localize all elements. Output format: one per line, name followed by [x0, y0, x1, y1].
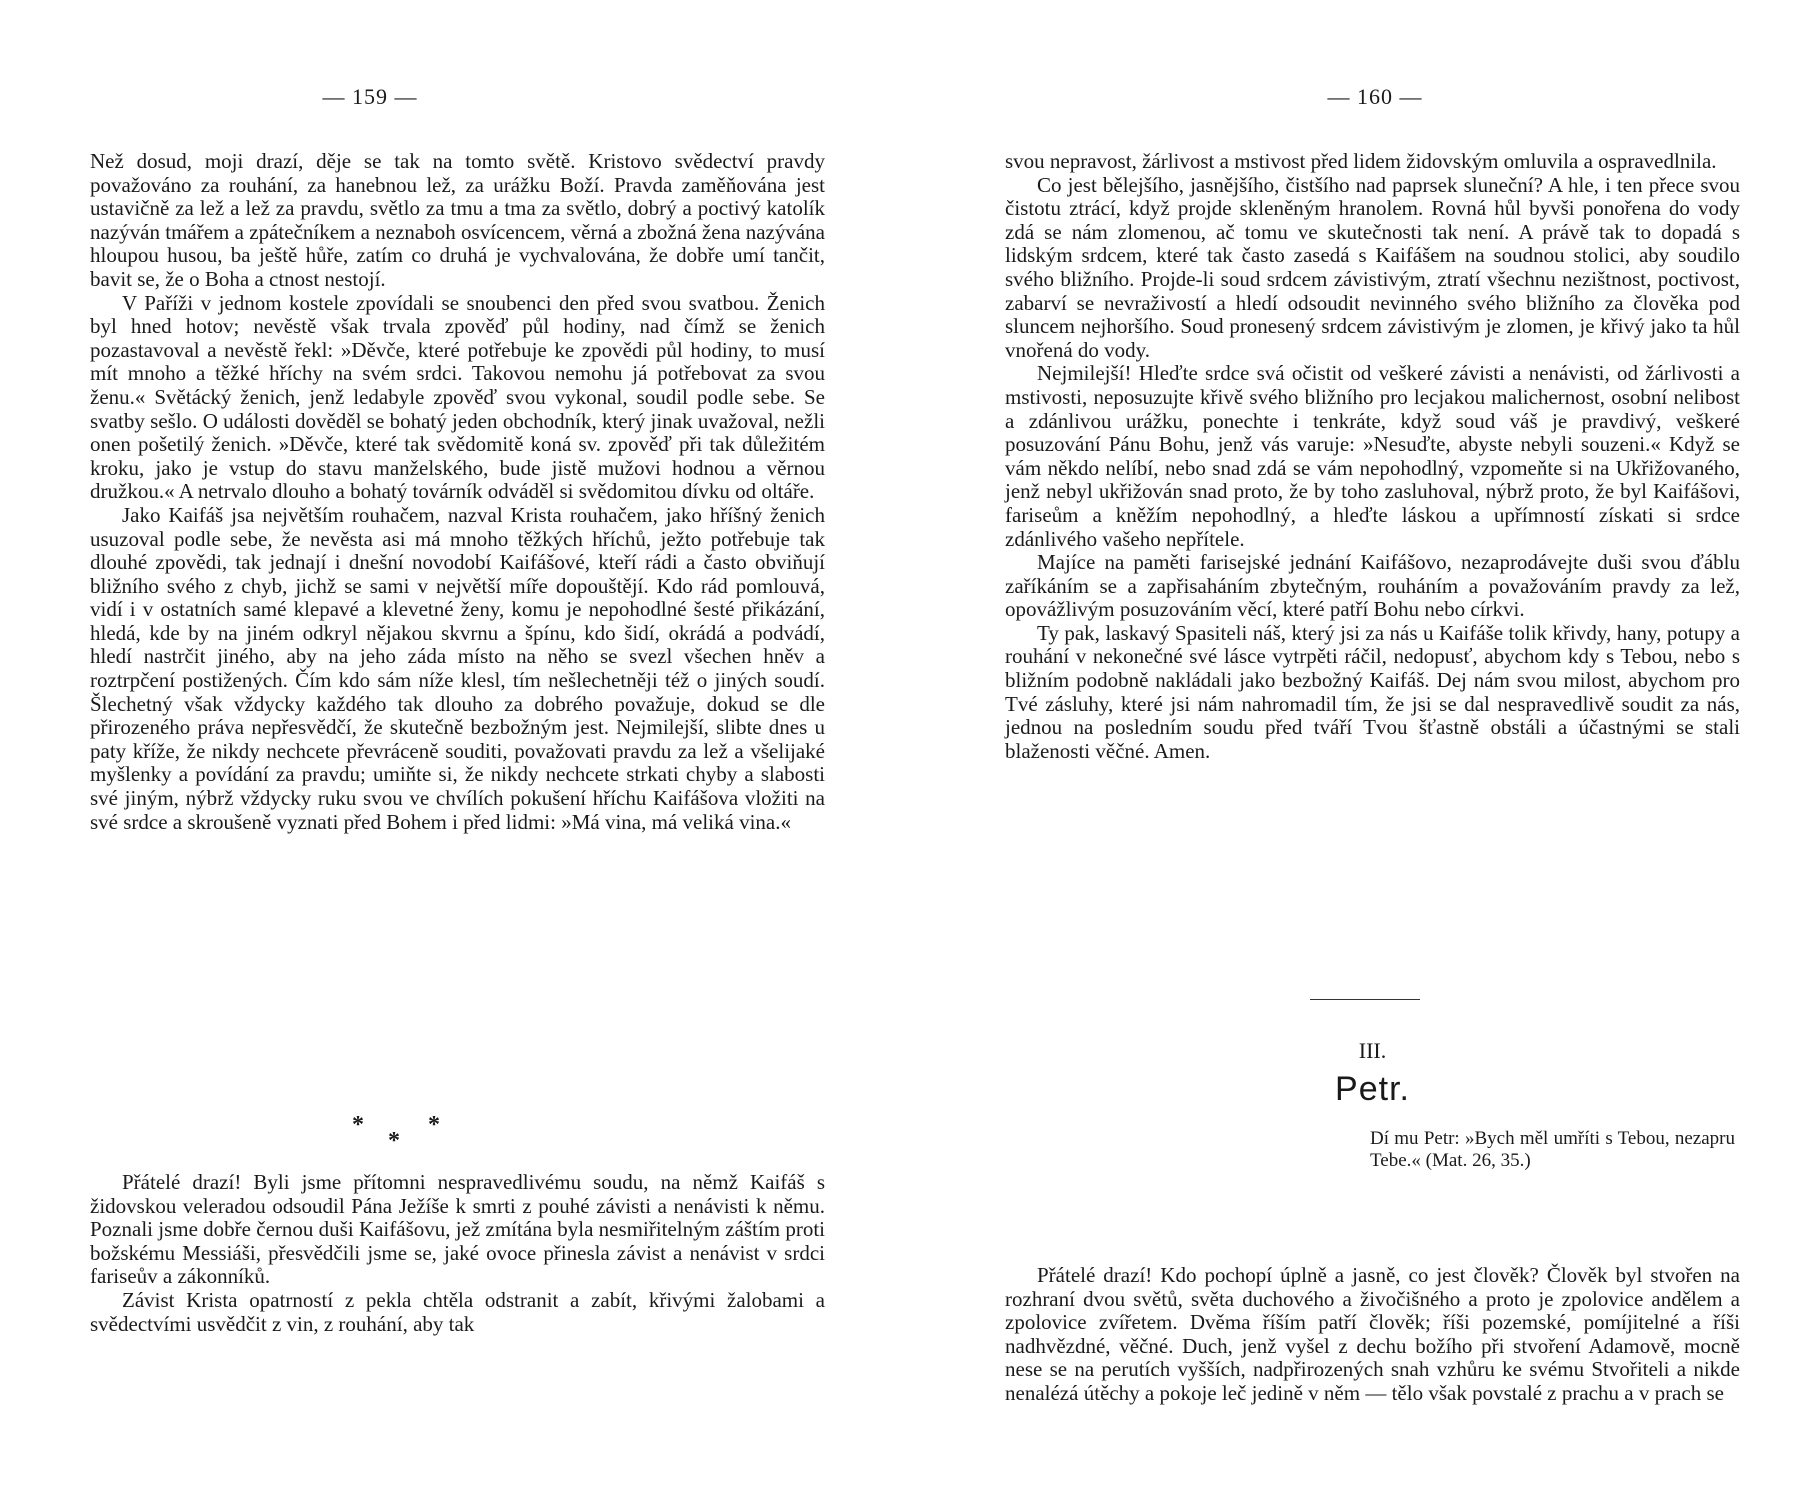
section-title: Petr. [1335, 1070, 1410, 1108]
page-text-bottom [1005, 1264, 1740, 1406]
paragraph: Majíce na paměti farisejské jednání Kaifášovo, nezaprodávejte duši svou ďáblu zaříkáním se a zapřisaháním zbytečným, rouháním a považováním pravdy za lež, opovážlivým posuzováním věcí, které patří Bohu nebo církvi. [1005, 550, 1740, 622]
page-text-bottom [90, 1171, 825, 1336]
asterisk: * [352, 1112, 364, 1138]
page-text-top [90, 150, 825, 834]
asterisk: * [428, 1112, 440, 1138]
paragraph: Ty pak, laskavý Spasiteli náš, který jsi za nás u Kaifáše tolik křivdy, hany, potupy a rouhání v nekonečné své lásce vytrpěti ráčil, nedopusť, abychom kdy s Tebou, nebo s bližním podobně nakládali jako bezbožný Kaifáš. Dej nám svou milost, abychom pro Tvé zásluhy, které jsi nám nahromadil tím, že jsi se dal nespravedlivě soudit za nás, jednou na posledním soudu před tváří Tvou šťastně obstáli a účastnými se stali blaženosti věčné. Amen. [1005, 620, 1740, 763]
paragraph: V Paříži v jednom kostele zpovídali se snoubenci den před svou svatbou. Ženich byl hned hotov; nevěstě však trvala zpověď půl hodiny, nad čímž se ženich pozastavoval a nevěstě řekl: »Děvče, které potřebuje ke zpovědi půl hodiny, to musí mít mnoho a těžké hříchy na svém srdci. Takovou nemohu já potřebovat za svou ženu.« Světácký ženich, jenž ledabyle zpověď svou vykonal, soudil podle sebe. Se svatby sešlo. O události dověděl se bohatý jeden obchodník, který jinak uvažoval, nežli onen pošetilý ženich. »Děvče, které tak svědomitě koná sv. zpověď při tak důležitém kroku, jako je vstup do stavu manželského, bude jistě mužovi hodnou a věrnou družkou.« A netrvalo dlouho a bohatý továrník odváděl si svědomitou dívku od oltáře. [90, 290, 825, 504]
page-number: — 160 — [1327, 84, 1423, 109]
paragraph: Přátelé drazí! Kdo pochopí úplně a jasně, co jest člověk? Člověk byl stvořen na rozhraní dvou světů, světa duchového a živočišného a proto je zpolovice andělem a zpolovice zvířetem. Dvěma říším patří člověk; říši pozemské, pomíjitelné a říši nadhvězdné, věčné. Duch, jenž vyšel z dechu božího při stvoření Adamově, mocně nese se na perutích vyšších, nadpřirozených snah vzhůru ke svému Stvořiteli a nikde nenalézá útěchy a pokoje leč jedině v něm — tělo však povstalé z prachu a v prach se [1005, 1263, 1740, 1405]
paragraph: Co jest bělejšího, jasnějšího, čistšího nad paprsek sluneční? A hle, i ten přece svou čistotu ztrácí, když projde skleněným hranolem. Rovná hůl byvši ponořena do vody zdá se nám zlomenou, ač tomu ve skutečnosti tak není. A právě tak to dopadá s lidským srdcem, které tak často zasedá s Kaifášem na soudnou stolici, aby soudilo svého bližního. Projde-li soud srdcem závistivým, ztratí všechnu nezištnost, poctivost, zabarví se nevraživostí a hledí odsoudit nevinného svého bližního za člověka pod sluncem nejhoršího. Soud pronesený srdcem závistivým je zlomen, je křivý jako ta hůl vnořená do vody. [1005, 172, 1740, 362]
epigraph [1370, 1128, 1735, 1172]
right-page [1005, 0, 1745, 1501]
paragraph: svou nepravost, žárlivost a mstivost před lidem židovským omluvila a ospravedlnila. [1005, 149, 1717, 173]
paragraph: Závist Krista opatrností z pekla chtěla odstranit a zabít, křivými žalobami a svědectvími usvědčit z vin, z rouhání, aby tak [90, 1287, 825, 1336]
section-number: III. [1358, 1038, 1387, 1063]
paragraph: Než dosud, moji drazí, děje se tak na tomto světě. Kristovo svědectví pravdy považováno za rouhání, za hanebnou lež, za urážku Boží. Pravda zaměňována jest ustavičně za lež a lež za pravdu, světlo za tmu a tma za světlo, dobrý a poctivý katolík nazýván tmářem a zpátečníkem a neznaboh osvícencem, věrná a zbožná žena nazývána hloupou husou, ba ještě hůře, zatím co druhá je vychvalována, že dobře umí tančit, bavit se, že o Boha a ctnost nestojí. [90, 149, 825, 291]
page-number: — 159 — [322, 84, 418, 109]
section-divider [1310, 999, 1420, 1000]
left-page [90, 0, 830, 1501]
paragraph: Přátelé drazí! Byli jsme přítomni nespravedlivému soudu, na němž Kaifáš s židovskou veleradou odsoudil Pána Ježíše k smrti z pouhé závisti a nenávisti k němu. Poznali jsme dobře černou duši Kaifášovu, jež zmítána byla nesmiřitelným záštím proti božskému Messiáši, přesvědčili jsme se, jaké ovoce přinesla závist a nenávist v srdci fariseův a zákonníků. [90, 1170, 825, 1289]
paragraph: Jako Kaifáš jsa největším rouhačem, nazval Krista rouhačem, jako hříšný ženich usuzoval podle sebe, že nevěsta asi má mnoho těžkých hříchů, ježto potřebuje tak dlouhé zpovědi, tak jednají i dnešní novodobí Kaifášové, kteří rádi a často obviňují bližního svého z chyb, jichž se sami v největší míře dopouštějí. Kdo rád pomlouvá, vidí i v ostatních samé klepavé a klevetné ženy, komu je nepohodlné šesté přikázání, hledá, kde by na jiném odkryl nějakou skvrnu a špínu, kdo šidí, okrádá a podvádí, hledí nastrčit jiného, aby na jeho záda místo na něho se svezl všechen hněv a roztrpčení postižených. Čím kdo sám níže klesl, tím nešlechetněji též o jiných soudí. Šlechetný však vždycky každého tak dlouho za dobrého považuje, dokud se dle přirozeného práva nepřesvědčí, že skutečně bezbožným jest. Nejmilejší, slibte dnes u paty kříže, že nikdy nechcete převráceně souditi, považovati pravdu za lež a všelijaké myšlenky a povídání za pravdu; umiňte si, že nikdy nechcete strkati chyby a slabosti své jiným, nýbrž vždycky ruku svou ve chvílích pokušení hříchu Kaifášova vložiti na své srdce a skroušeně vyznati před Bohem i před lidmi: »Má vina, má veliká vina.« [90, 502, 825, 834]
epigraph-text: Dí mu Petr: »Bych měl umříti s Tebou, nezapru Tebe.« (Mat. 26, 35.) [1370, 1128, 1735, 1171]
paragraph: Nejmilejší! Hleďte srdce svá očistit od veškeré závisti a nenávisti, od žárlivosti a mstivosti, neposuzujte křivě svého bližního pro lecjakou malichernost, osobní nelibost a zdánlivou urážku, ponechte i tenkráte, když soud váš je pravdivý, veškeré posuzování Pánu Bohu, jenž vás varuje: »Nesuďte, abyste nebyli souzeni.« Když se vám někdo nelíbí, nebo snad zdá se vám nepohodlný, vzpomeňte si na Ukřižovaného, jenž nebyl ukřižován snad proto, že by toho zasluhoval, nýbrž proto, že byl Kaifášovi, fariseům a kněžím nepohodlný, a hleďte láskou a upřímností získati si srdce zdánlivého vašeho nepřítele. [1005, 361, 1740, 551]
asterism [90, 1112, 825, 1152]
page-text-top [1005, 150, 1740, 763]
asterisk: * [388, 1128, 400, 1154]
